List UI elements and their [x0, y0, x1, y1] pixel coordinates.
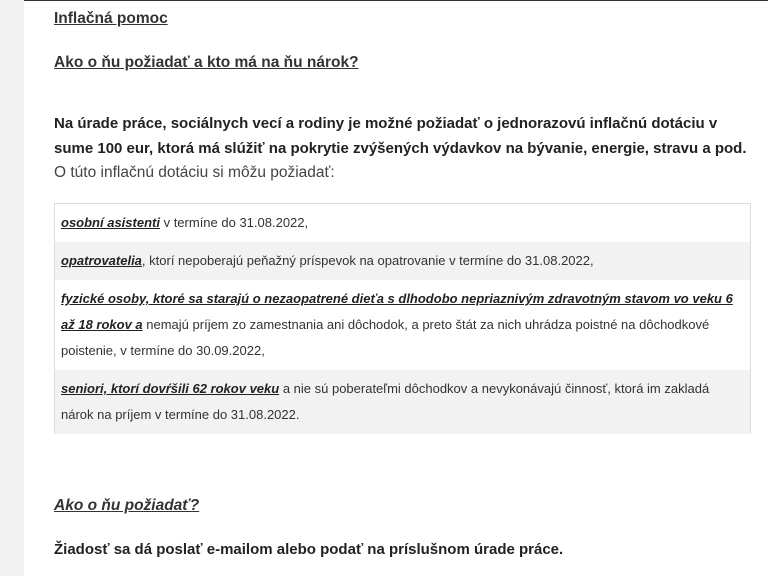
eligible-text: nemajú príjem zo zamestnania ani dôchodok, a preto štát za nich uhrádza poistné na dôchodkové poistenie, v termíne do 30.09.2022,	[61, 317, 710, 358]
eligible-link-parents[interactable]: fyzické osoby, ktoré sa starajú o nezaopatrené dieťa s dlhodobo nepriaznivým zdravotným stavom vo veku 6 až 18 rokov a	[61, 291, 733, 332]
eligible-link-carers[interactable]: opatrovatelia	[61, 253, 142, 268]
list-item	[55, 242, 750, 280]
left-gutter	[0, 0, 24, 576]
eligible-text: a nie sú poberateľmi dôchodkov a nevykonávajú činnosť, ktorá im zakladá nárok na príjem v termíne do 31.08.2022.	[61, 381, 710, 422]
question-how-link[interactable]: Ako o ňu požiadať?	[54, 497, 200, 514]
top-border	[0, 0, 768, 1]
list-item	[55, 370, 750, 434]
eligible-text: v termíne do 31.08.2022,	[159, 215, 309, 230]
list-item	[55, 204, 750, 242]
eligible-text: , ktorí nepoberajú peňažný príspevok na opatrovanie v termíne do 31.08.2022,	[141, 253, 594, 268]
question-who-link[interactable]: Ako o ňu požiadať a kto má na ňu nárok?	[54, 54, 359, 71]
list-item	[55, 280, 750, 370]
article-title-link[interactable]: Inflačná pomoc	[54, 10, 168, 27]
intro-paragraph: Na úrade práce, sociálnych vecí a rodiny je možné požiadať o jednorazovú inflačnú dotáciu v sume 100 eur, ktorá má slúžiť na pokrytie zvýšených výdavkov na bývanie, energie, stravu a pod.	[54, 115, 747, 157]
eligible-link-assistants[interactable]: osobní asistenti	[61, 215, 160, 230]
eligible-intro: O túto inflačnú dotáciu si môžu požiadať:	[54, 164, 335, 181]
eligible-list	[54, 203, 751, 434]
eligible-link-seniors[interactable]: seniori, ktorí dovŕšili 62 rokov veku	[61, 381, 280, 396]
how-to-request-text: Žiadosť sa dá poslať e-mailom alebo podať na príslušnom úrade práce.	[54, 541, 564, 558]
